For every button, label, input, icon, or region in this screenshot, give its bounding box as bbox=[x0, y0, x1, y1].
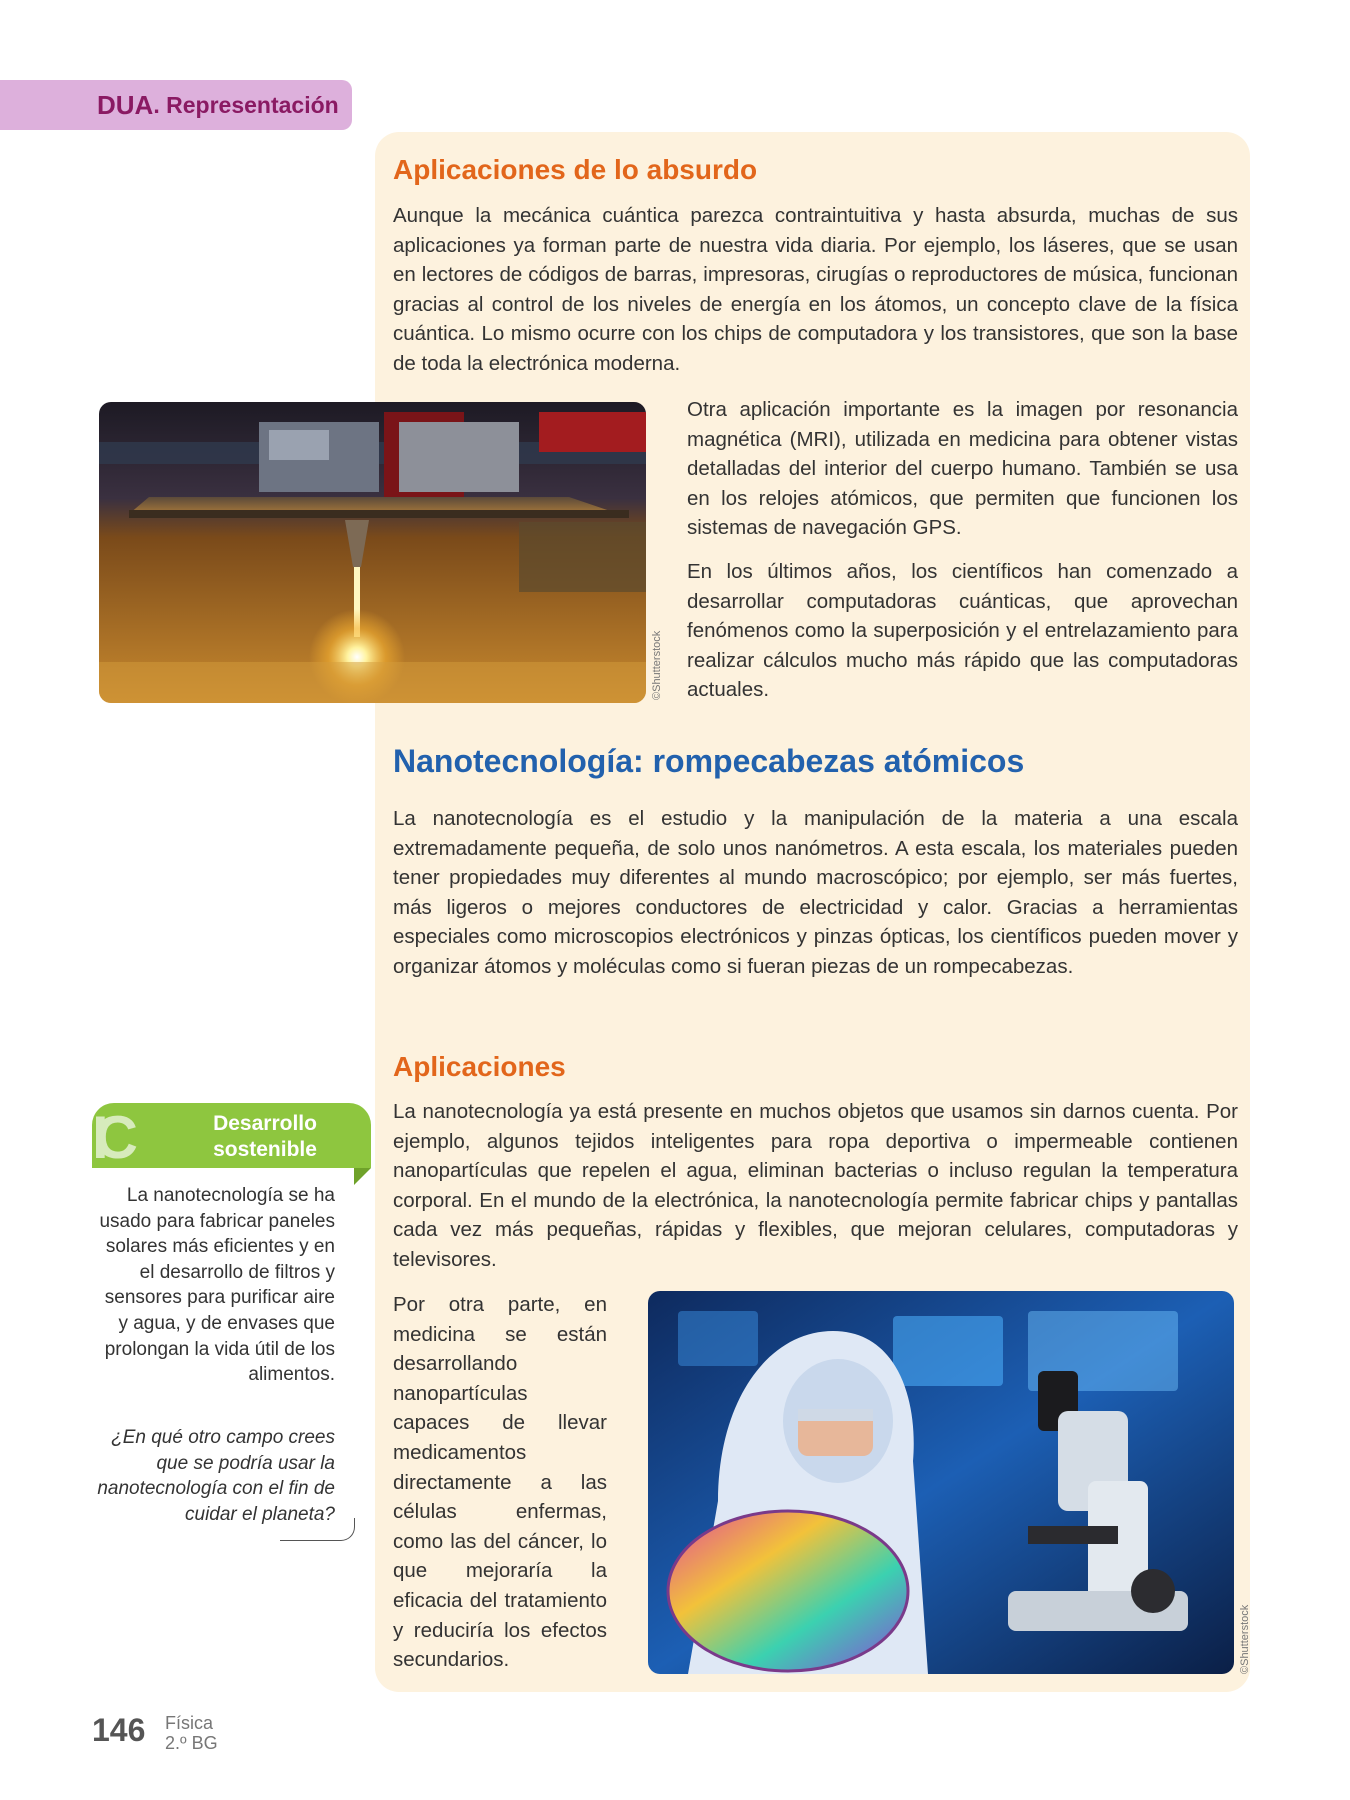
sustainable-development-question: ¿En qué otro campo crees que se podría usar la nanotecnología con el fin de cuidar el planeta? bbox=[97, 1427, 335, 1525]
page-subject bbox=[165, 1713, 218, 1753]
grade-level: 2.º BG bbox=[165, 1733, 218, 1753]
paragraph-aplicaciones: La nanotecnología ya está presente en muchos objetos que usamos sin darnos cuenta. Por ejemplo, algunos tejidos inteligentes para ropa deportiva o impermeable contienen nanopartículas que repelen el agua, eliminan bacterias o incluso regulan la temperatura corporal. En el mundo de la electrónica, la nanotecnología permite fabricar chips y pantallas cada vez más pequeñas, rápidas y flexibles, que mejoran celulares, computadoras y televisores. bbox=[393, 1100, 1238, 1271]
heading-aplicaciones: Aplicaciones bbox=[393, 1051, 566, 1082]
photo-credit-lab: ©Shutterstock bbox=[1239, 1604, 1251, 1674]
laser-cutter-photo bbox=[99, 402, 646, 703]
dua-label: DUA bbox=[97, 89, 154, 120]
sustainable-development-title: Desarrollo sostenible bbox=[213, 1112, 317, 1161]
dua-subtitle: . Representación bbox=[153, 91, 339, 118]
sustainable-development-text: La nanotecnología se ha usado para fabricar paneles solares más eficientes y en el desarrollo de filtros y sensores para purificar aire y agua, y de envases que prolongan la vida útil de los alimentos. bbox=[99, 1185, 335, 1386]
photo-credit-laser: ©Shutterstock bbox=[651, 630, 663, 700]
lab-technician-illustration bbox=[648, 1291, 1234, 1674]
heading-aplicaciones-absurdo: Aplicaciones de lo absurdo bbox=[393, 154, 758, 185]
subject-name: Física bbox=[165, 1713, 214, 1733]
lab-technician-photo bbox=[648, 1291, 1234, 1674]
page-number: 146 bbox=[92, 1712, 146, 1748]
paragraph-absurdo-intro: Aunque la mecánica cuántica parezca contraintuitiva y hasta absurda, muchas de sus aplicaciones ya forman parte de nuestra vida diaria. Por ejemplo, los láseres, que se usan en lectores de códigos de barras, impresoras, cirugías o reproductores de música, funcionan gracias al control de los niveles de energía en los átomos, un concepto clave de la física cuántica. Lo mismo ocurre con los chips de computadora y los transistores, que son la base de toda la electrónica moderna. bbox=[393, 204, 1238, 375]
paragraph-nanotecnologia: La nanotecnología es el estudio y la manipulación de la materia a una escala extremadamente pequeña, de solo unos nanómetros. A esta escala, los materiales pueden tener propiedades muy diferentes al mundo macroscópico; por ejemplo, ser más fuertes, más ligeros o mejores conductores de electricidad y calor. Gracias a herramientas especiales como microscopios electrónicos y pinzas ópticas, los científicos pueden mover y organizar átomos y moléculas como si fueran piezas de un rompecabezas. bbox=[393, 807, 1238, 978]
paragraph-medicina: Por otra parte, en medicina se están desarrollando nanopartículas capaces de llevar medicamentos directamente a las células enfermas, como las del cáncer, lo que mejoraría la eficacia del tratamiento y reduciría los efectos secundarios. bbox=[393, 1293, 607, 1672]
laser-cutter-illustration bbox=[99, 402, 646, 703]
paragraph-quantum-computers: En los últimos años, los científicos han comenzado a desarrollar computadoras cuánticas, que aprovechan fenómenos como la superposición y el entrelazamiento para realizar cálculos mucho más rápido que las computadoras actuales. bbox=[687, 560, 1238, 702]
header-fold-corner bbox=[354, 1168, 371, 1185]
dua-tab bbox=[0, 80, 352, 130]
ic-logo-icon: IC bbox=[92, 1104, 124, 1171]
heading-nanotecnologia: Nanotecnología: rompecabezas atómicos bbox=[393, 743, 1025, 779]
sidebar-decorative-line bbox=[280, 1518, 355, 1541]
paragraph-mri: Otra aplicación importante es la imagen por resonancia magnética (MRI), utilizada en medicina para obtener vistas detalladas del interior del cuerpo humano. También se usa en los relojes atómicos, que permiten que funcionen los sistemas de navegación GPS. bbox=[687, 398, 1238, 540]
